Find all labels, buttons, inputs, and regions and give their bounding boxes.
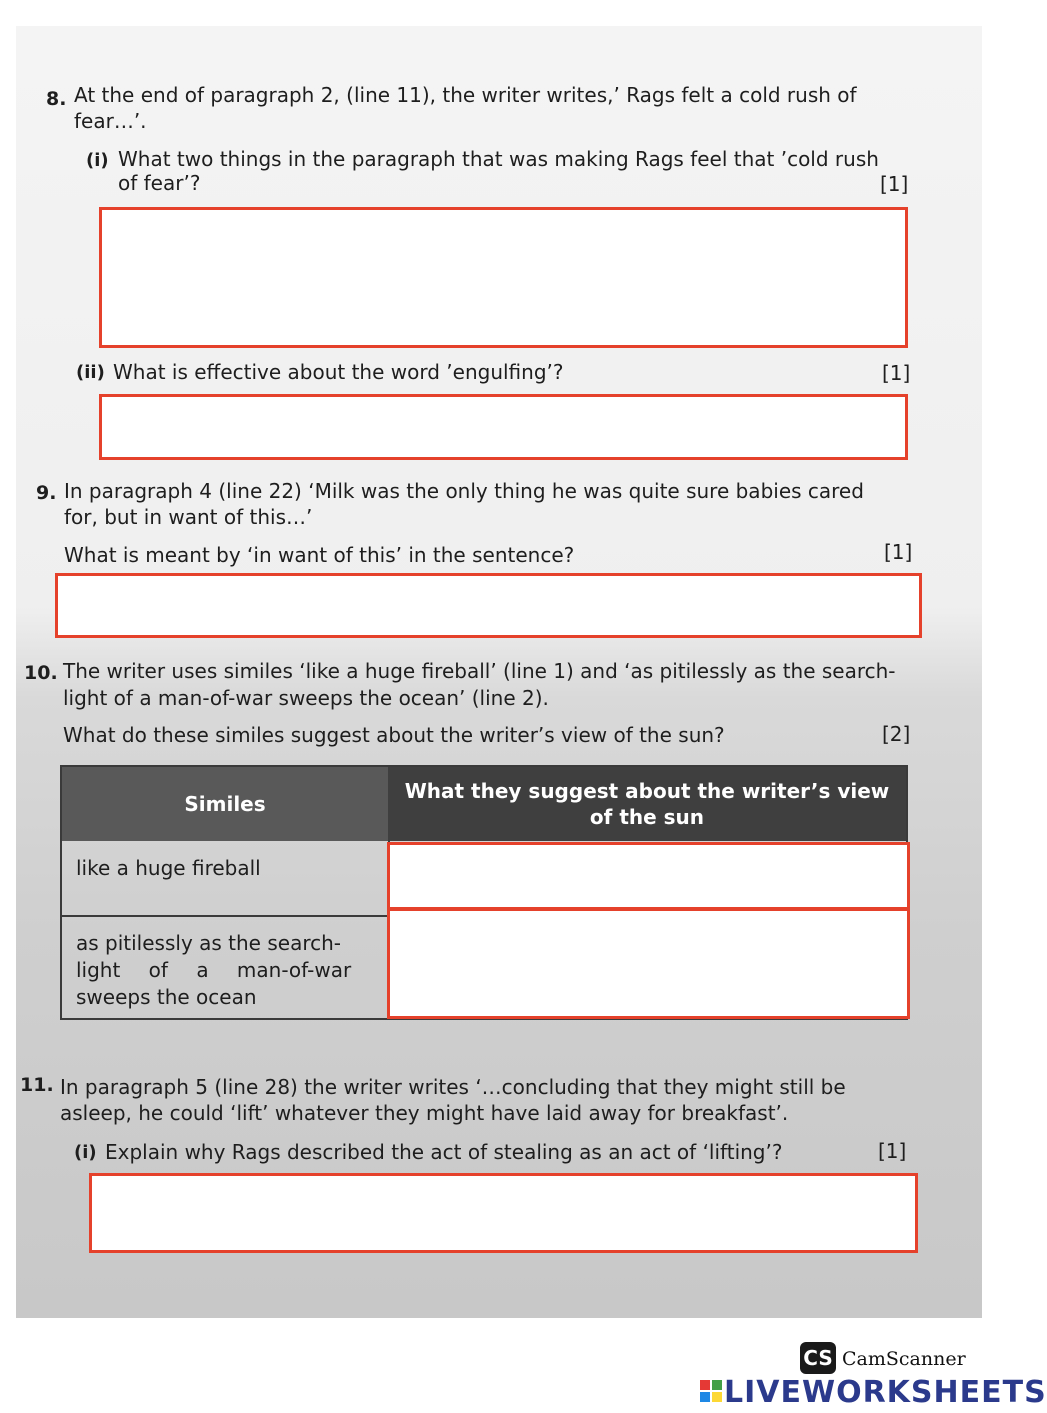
simile-row1: like a huge fireball (76, 856, 261, 880)
q8ii-label: (ii) (76, 362, 105, 383)
q8i-text-line2: of fear’? (118, 171, 201, 195)
q8ii-answer-box[interactable] (99, 394, 908, 460)
q8-text-line1: At the end of paragraph 2, (line 11), the writer writes,’ Rags felt a cold rush of (74, 83, 857, 107)
camscanner-logo: CS (800, 1342, 836, 1374)
q10-question: What do these similes suggest about the writer’s view of the sun? (63, 723, 725, 747)
simile-row2-line3: sweeps the ocean (76, 985, 257, 1009)
simile-row2-line2: light of a man-of-war (76, 958, 352, 982)
q8i-text-line1: What two things in the paragraph that was making Rags feel that ’cold rush (118, 147, 879, 171)
q9-answer-box[interactable] (55, 573, 922, 638)
q10-text-line2: light of a man-of-war sweeps the ocean’ (line 2). (63, 686, 549, 710)
liveworksheets-icon (700, 1380, 722, 1402)
q11i-answer-box[interactable] (89, 1173, 918, 1253)
q10-row2-answer-box[interactable] (387, 908, 910, 1019)
q8i-label: (i) (86, 150, 109, 171)
q11i-label: (i) (74, 1142, 97, 1163)
similes-header: Similes (62, 767, 388, 841)
liveworksheets-logo-text: LIVEWORKSHEETS (724, 1375, 1047, 1410)
q9-number: 9. (36, 482, 57, 504)
suggestion-header-line2: of the sun (589, 805, 705, 829)
q11-text-line1: In paragraph 5 (line 28) the writer writes ‘…concluding that they might still be (60, 1075, 846, 1099)
q9-text-line1: In paragraph 4 (line 22) ‘Milk was the only thing he was quite sure babies cared (64, 479, 864, 503)
suggestion-header (388, 767, 906, 841)
simile-row2-line1: as pitilessly as the search- (76, 931, 341, 955)
q10-number: 10. (24, 662, 58, 684)
suggestion-header-line1: What they suggest about the writer’s view (404, 779, 890, 803)
q8i-mark: [1] (880, 172, 909, 196)
q8-text-line2: fear…’. (74, 109, 147, 133)
q8i-answer-box[interactable] (99, 207, 908, 348)
q8ii-text: What is effective about the word ’engulfing’? (113, 360, 564, 384)
q8-number: 8. (46, 88, 67, 110)
q11-number: 11. (20, 1074, 54, 1096)
q10-text-line1: The writer uses similes ‘like a huge fireball’ (line 1) and ‘as pitilessly as the search- (63, 659, 896, 683)
q10-row1-answer-box[interactable] (387, 842, 910, 910)
table-divider-horizontal (62, 915, 388, 917)
q8ii-mark: [1] (882, 361, 911, 385)
q11i-mark: [1] (878, 1139, 907, 1163)
q9-question: What is meant by ‘in want of this’ in the sentence? (64, 543, 575, 567)
q9-text-line2: for, but in want of this…’ (64, 505, 313, 529)
q11i-text: Explain why Rags described the act of stealing as an act of ‘lifting’? (105, 1140, 783, 1164)
camscanner-label: CamScanner (842, 1348, 966, 1370)
q10-mark: [2] (882, 722, 911, 746)
q11-text-line2: asleep, he could ‘lift’ whatever they might have laid away for breakfast’. (60, 1101, 789, 1125)
q9-mark: [1] (884, 540, 913, 564)
